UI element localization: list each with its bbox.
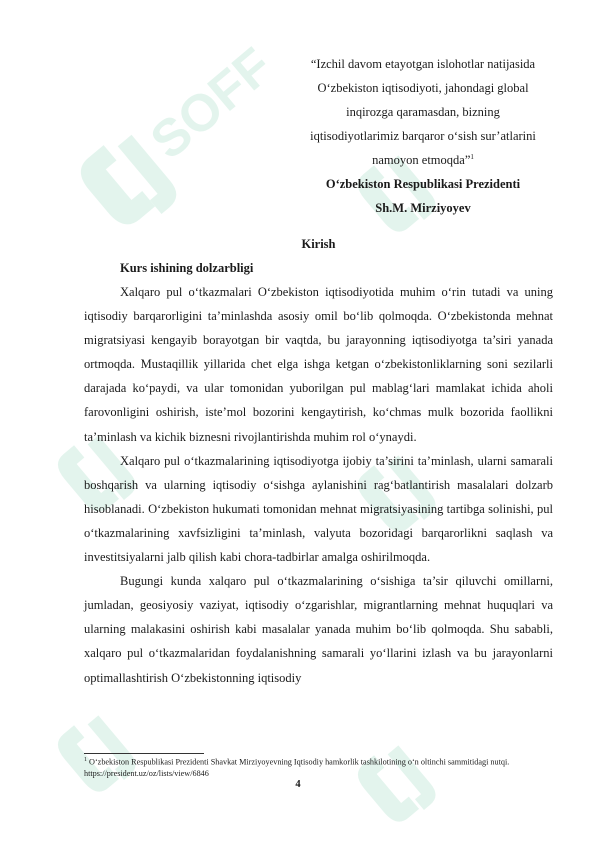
epigraph-author-title: O‘zbekiston Respublikasi Prezidenti xyxy=(325,177,521,191)
watermark-brand-text: SOFF xyxy=(140,37,284,171)
epigraph-quote-line: inqirozga qaramasdan, bizning xyxy=(346,105,500,119)
epigraph xyxy=(294,52,552,220)
body-paragraph: Xalqaro pul o‘tkazmalari O‘zbekiston iqtisodiyotida muhim o‘rin tutadi va uning iqtisodiy barqarorligini ta’minlashda asosiy omil bo‘lib qolmoqda. O‘zbekistonda mehnat migratsiyasi kengayib borayotgan bir vaqtda, bu jarayonning iqtisodiyotga ta’siri yanada ortmoqda. Mustaqillik yillarida chet elga ishga ketgan o‘zbekistonliklarning soni sezilarli darajada ko‘paydi, va ular tomonidan yuborilgan pul mablag‘lari mamlakat ichida aholi farovonligini oshirish, iste’mol bozorini kengaytirish, ko‘chmas mulk bozorida faollikni ta’minlash va kichik biznesni rivojlantirishda muhim rol o‘ynaydi. xyxy=(84,285,553,444)
epigraph-quote-line: “Izchil davom etayotgan islohotlar natijasida xyxy=(310,57,536,71)
epigraph-quote-line: iqtisodiyotlarimiz barqaror o‘sish sur’atlarini xyxy=(310,129,536,143)
footnote xyxy=(84,755,553,780)
footnote-text: O‘zbekiston Respublikasi Prezidenti Shavkat Mirziyoyevning Iqtisodiy hamkorlik tashkilotining o‘n oltinchi sammitidagi nutqi. https://president.uz/oz/lists/view/6846 xyxy=(84,757,510,779)
footnote-reference[interactable]: 1 xyxy=(470,152,474,161)
section-title: Kirish xyxy=(301,237,336,251)
footnote-divider xyxy=(84,753,204,754)
epigraph-quote-line xyxy=(294,148,552,172)
epigraph-quote-line: O‘zbekiston iqtisodiyoti, jahondagi global xyxy=(317,81,529,95)
page-number: 4 xyxy=(295,779,301,790)
subsection-title: Kurs ishining dolzarbligi xyxy=(120,261,254,275)
body-paragraph: Bugungi kunda xalqaro pul o‘tkazmalarining o‘sishiga ta’sir qiluvchi omillarni, jumladan, geosiyosiy vaziyat, iqtisodiy o‘zgarishlar, migrantlarning mehnat huquqlari va ularning malakasini oshirish kabi masalalar yanada muhim bo‘lib qolmoqda. Shu sababli, xalqaro pul o‘tkazmalaridan foydalanishning samarali yo‘llarini izlash va bu jarayonlarni optimallashtirish O‘zbekistonning iqtisodiy xyxy=(84,574,553,685)
epigraph-quote-end: namoyon etmoqda” xyxy=(372,153,471,167)
epigraph-author-name: Sh.M. Mirziyoyev xyxy=(375,201,471,215)
page-content xyxy=(84,52,553,690)
footnote-marker: 1 xyxy=(84,757,87,763)
body-paragraph: Xalqaro pul o‘tkazmalarining iqtisodiyotga ijobiy ta’sirini ta’minlash, ularni samarali boshqarish va ularning iqtisodiy o‘sishga aylanishini rag‘batlantirish masalalari dolzarb hisoblanadi. O‘zbekiston hukumati tomonidan mehnat migratsiyasining tartibga solinishi, pul o‘tkazmalarining xavfsizligini ta’minlash, valyuta bozoridagi barqarorlikni saqlash va investitsiyalarni jalb qilish kabi chora-tadbirlar amalga oshirilmoqda. xyxy=(84,453,553,565)
